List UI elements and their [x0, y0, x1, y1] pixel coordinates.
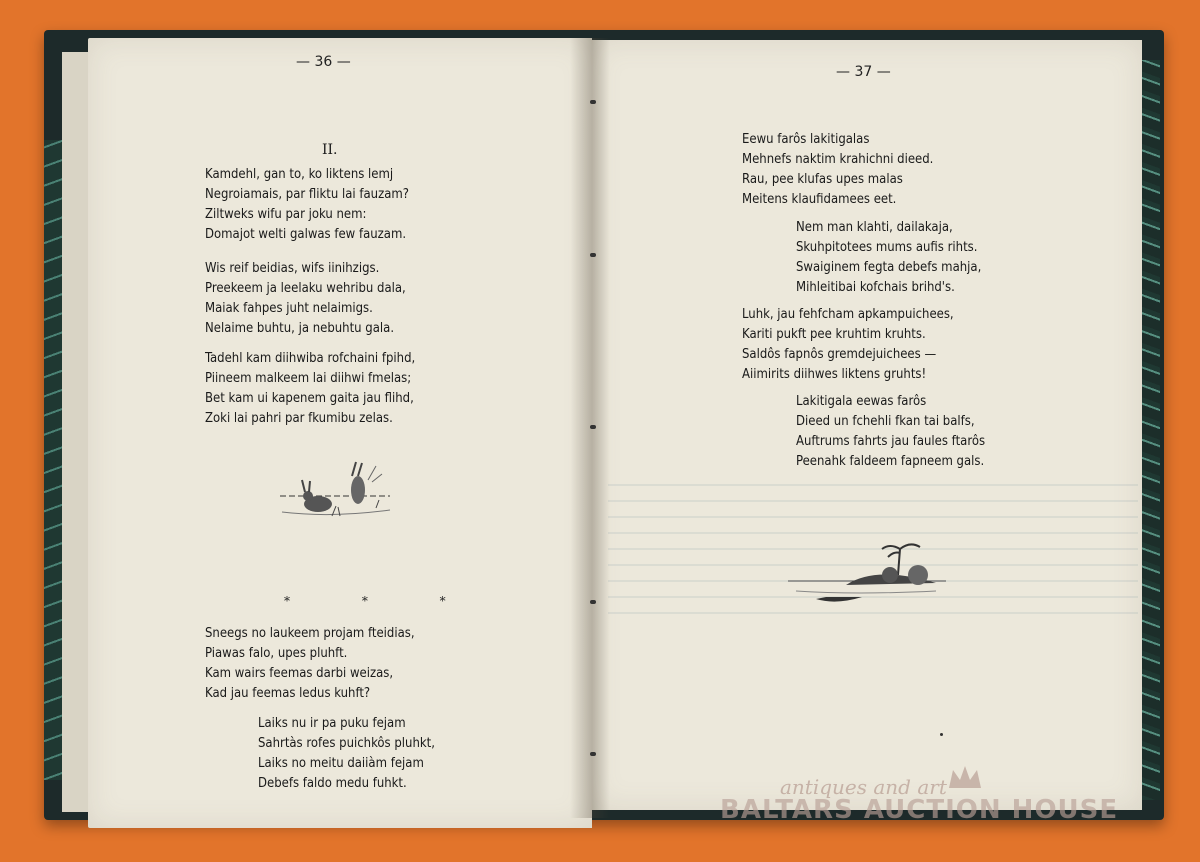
- verse-line: Piineem malkeem lai diihwi fmelas;: [205, 371, 412, 386]
- verse-line: Rau, pee klufas upes malas: [742, 172, 903, 187]
- verse-line: Preekeem ja leelaku wehribu dala,: [205, 281, 406, 296]
- section-stars: * * *: [284, 594, 480, 608]
- verse-line: Laiks no meitu daiiàm fejam: [258, 756, 424, 771]
- watermark-tagline: antiques and art: [780, 775, 947, 799]
- page-speck: [940, 733, 943, 736]
- left-stanza-1: [205, 165, 409, 245]
- verse-line: Swaiginem fegta debefs mahja,: [796, 260, 982, 275]
- verse-line: Debefs faldo medu fuhkt.: [258, 776, 407, 791]
- right-stanza-3: [742, 305, 954, 385]
- verse-line: Lakitigala eewas farôs: [796, 394, 927, 409]
- left-stanza-4: [205, 624, 415, 704]
- left-stanza-2: [205, 259, 406, 339]
- page-number-left: — 36 —: [296, 54, 351, 70]
- left-stanza-3: [205, 349, 415, 429]
- binding-stitch: [590, 600, 596, 604]
- section-heading: II.: [322, 142, 338, 158]
- rabbit-vignette: [272, 460, 397, 522]
- verse-line: Tadehl kam diihwiba rofchaini fpihd,: [205, 351, 416, 366]
- watermark-brand: BALTARS AUCTION HOUSE: [720, 795, 1119, 825]
- verse-line: Maiak fahpes juht nelaimigs.: [205, 301, 373, 316]
- left-stanza-5: [258, 714, 435, 794]
- right-stanza-2: [796, 218, 981, 298]
- verse-line: Auftrums fahrts jau faules ftarôs: [796, 434, 986, 449]
- verse-line: Aiimirits diihwes liktens gruhts!: [742, 367, 927, 382]
- right-stanza-4: [796, 392, 985, 472]
- island-vignette: [786, 535, 956, 610]
- right-stanza-1: [742, 130, 933, 210]
- verse-line: Domajot welti galwas few fauzam.: [205, 227, 407, 242]
- left-page: [88, 38, 592, 828]
- verse-line: Laiks nu ir pa puku fejam: [258, 716, 406, 731]
- binding-stitch: [590, 253, 596, 257]
- verse-line: Peenahk faldeem fapneem gals.: [796, 454, 985, 469]
- verse-line: Wis reif beidias, wifs iinihzigs.: [205, 261, 380, 276]
- verse-line: Bet kam ui kapenem gaita jau flihd,: [205, 391, 414, 406]
- verse-line: Eewu farôs lakitigalas: [742, 132, 870, 147]
- verse-line: Dieed un fchehli fkan tai balfs,: [796, 414, 975, 429]
- binding-stitch: [590, 100, 596, 104]
- verse-line: Negroiamais, par fliktu lai fauzam?: [205, 187, 409, 202]
- verse-line: Nem man klahti, dailakaja,: [796, 220, 953, 235]
- marbled-edge-left: [44, 140, 62, 780]
- verse-line: Zoki lai pahri par fkumibu zelas.: [205, 411, 393, 426]
- verse-line: Saldôs fapnôs gremdejuichees —: [742, 347, 937, 362]
- verse-line: Kam wairs feemas darbi weizas,: [205, 666, 394, 681]
- verse-line: Mehnefs naktim krahichni dieed.: [742, 152, 934, 167]
- bleed-through-text: [608, 470, 1138, 770]
- verse-line: Ziltweks wifu par joku nem:: [205, 207, 367, 222]
- binding-stitch: [590, 752, 596, 756]
- verse-line: Kad jau feemas ledus kuhft?: [205, 686, 371, 701]
- verse-line: Sneegs no laukeem projam fteidias,: [205, 626, 415, 641]
- verse-line: Luhk, jau fehfcham apkampuichees,: [742, 307, 954, 322]
- verse-line: Meitens klaufidamees eet.: [742, 192, 897, 207]
- verse-line: Kariti pukft pee kruhtim kruhts.: [742, 327, 926, 342]
- verse-line: Kamdehl, gan to, ko liktens lemj: [205, 167, 394, 182]
- verse-line: Piawas falo, upes pluhft.: [205, 646, 348, 661]
- binding-stitch: [590, 425, 596, 429]
- page-number-right: — 37 —: [836, 64, 891, 80]
- verse-line: Nelaime buhtu, ja nebuhtu gala.: [205, 321, 395, 336]
- verse-line: Mihleitibai kofchais brihd's.: [796, 280, 955, 295]
- crown-icon: [945, 762, 985, 792]
- verse-line: Skuhpitotees mums aufis rihts.: [796, 240, 978, 255]
- verse-line: Sahrtàs rofes puichkôs pluhkt,: [258, 736, 435, 751]
